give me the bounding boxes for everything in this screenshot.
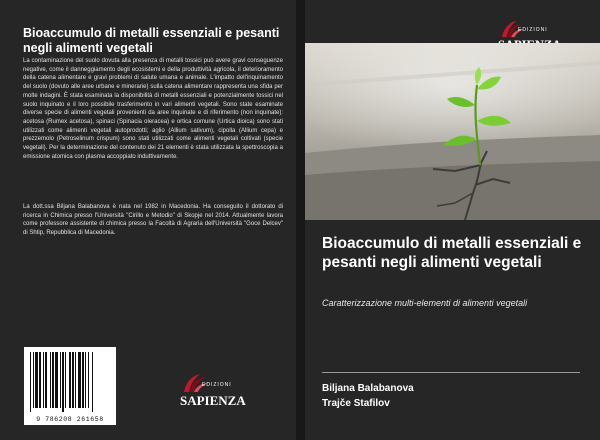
front-cover-subtitle: Caratterizzazione multi-elementi di alimenti vegetali xyxy=(322,298,528,308)
front-cover-title: Bioaccumulo di metalli essenziali e pesanti negli alimenti vegetali xyxy=(322,235,582,271)
book-spine xyxy=(296,0,305,440)
barcode xyxy=(24,347,116,425)
back-cover-abstract: La contaminazione del suolo dovuta alla presenza di metalli tossici può avere gravi conseguenze negative, come il danneggiamento degli ecosistemi e della produttività agricola, il deterioramento della catena alimentare e gravi problemi di salute umana e animale. L'impatto dell'inquinamento del suolo (dovuto alle aree urbane e minerarie) sulla catena alimentare rappresenta una sfida per molte indagini. È stata esaminata la disponibilità di metalli essenziali e potenzialmente tossici nel suolo inquinato e il loro possibile trasferimento in vari alimenti vegetali. Sono state esaminate diverse specie di alimenti vegetali provenienti da aree inquinate e di riferimento (non inquinate): acetosa (Rumex acetosa), spinaci (Spinacia oleracea) e ortica comune (Urtica dioica) sono stati utilizzati come alimenti vegetali autoprodotti; aglio (Allium sativum), cipolla (Allium cepa) e prezzemolo (Petroselinum crispum) sono stati utilizzati come alimenti vegetali coltivati (specie vegetali). Per la determinazione del contenuto dei 21 elementi è stata utilizzata la spettroscopia a emissione atomica con plasma accoppiato induttivamente. xyxy=(23,58,283,160)
barcode-number: 9 786208 261658 xyxy=(36,416,104,423)
back-cover-title: Bioaccumulo di metalli essenziali e pesanti negli alimenti vegetali xyxy=(23,26,280,55)
publisher-imprint: EDIZIONI xyxy=(518,27,548,33)
author-divider xyxy=(322,372,580,373)
author-list xyxy=(322,381,584,411)
publisher-name: SAPIENZA xyxy=(180,393,246,408)
cover-photo xyxy=(305,43,600,220)
publisher-imprint: EDIZIONI xyxy=(202,382,232,388)
author-biography: La dott.ssa Biljana Balabanova è nata nel 1982 in Macedonia. Ha conseguito il dottorato di ricerca in Chimica presso l'Università "Cirillo e Metodio" di Skopje nel 2014. Attualmente lavora come professore assistente di chimica presso la Facoltà di Agraria dell'Università "Goce Delcev" di Shtip, Repubblica di Macedonia. xyxy=(23,204,283,237)
sprout-illustration xyxy=(305,43,600,220)
author-name: Biljana Balabanova xyxy=(322,383,414,394)
barcode-icon xyxy=(28,352,112,412)
author-name: Trajče Stafilov xyxy=(322,398,390,409)
back-publisher-logo xyxy=(180,370,246,410)
